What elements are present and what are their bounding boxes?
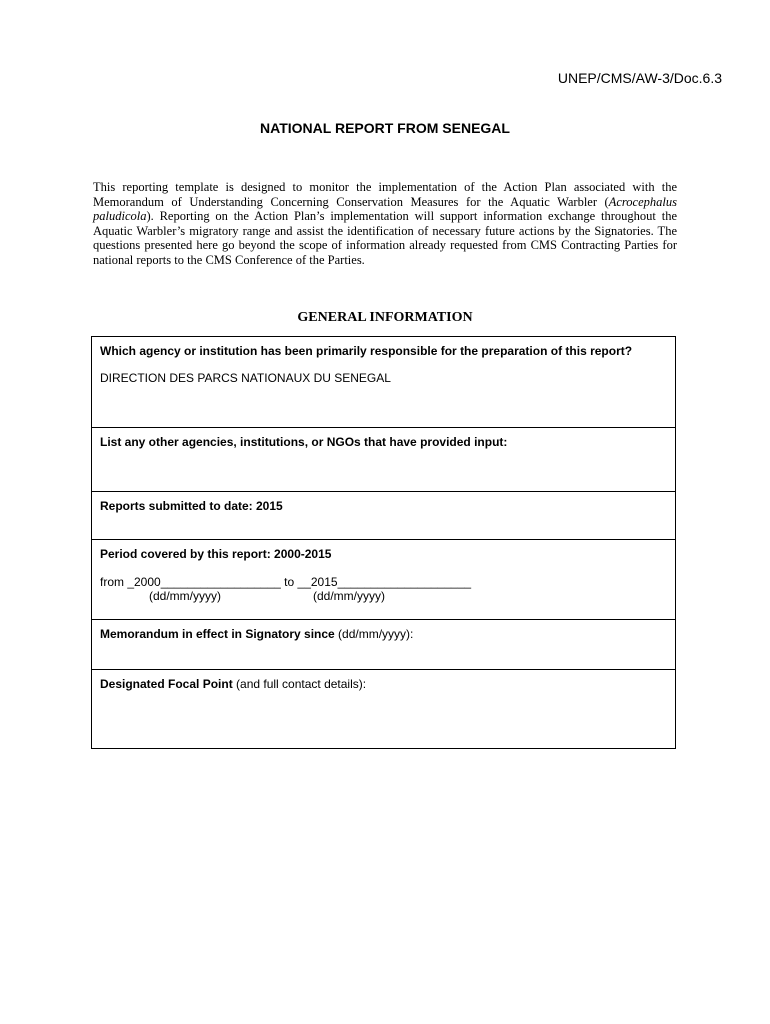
intro-paragraph [93, 180, 677, 267]
species-name: Acrocephalus paludicola [93, 194, 677, 223]
page-title: NATIONAL REPORT FROM SENEGAL [260, 120, 510, 136]
memorandum-format: (dd/mm/yyyy): [334, 627, 414, 641]
reports-submitted-label: Reports submitted to date: 2015 [100, 499, 283, 513]
section-heading: GENERAL INFORMATION [297, 310, 473, 325]
focal-point-label: Designated Focal Point [100, 677, 233, 691]
memorandum-row [92, 620, 675, 670]
other-agencies-row [92, 428, 675, 492]
period-date-formats [100, 589, 667, 603]
period-fields [100, 575, 667, 589]
document-reference: UNEP/CMS/AW-3/Doc.6.3 [557, 70, 722, 86]
intro-text-part1: This reporting template is designed to monitor the implementation of the Action Plan associated with the Memorandum of Understanding Concerning Conservation Measures for the Aquatic Warbler ( [93, 180, 677, 209]
focal-point-row [92, 670, 675, 748]
agency-row [92, 337, 675, 428]
period-from-field[interactable]: from _2000__________________ [100, 575, 281, 589]
agency-answer[interactable]: DIRECTION DES PARCS NATIONAUX DU SENEGAL [100, 371, 391, 385]
from-date-format: (dd/mm/yyyy) [149, 589, 221, 603]
focal-point-note: (and full contact details): [232, 677, 367, 691]
general-information-table [91, 336, 676, 749]
memorandum-question [100, 627, 667, 641]
to-date-format: (dd/mm/yyyy) [313, 589, 385, 603]
period-row [92, 540, 675, 620]
other-agencies-question: List any other agencies, institutions, or NGOs that have provided input: [100, 435, 508, 449]
intro-text-part2: ). Reporting on the Action Plan’s implementation will support information exchange throughout the Aquatic Warbler’s migratory range and assist the identification of necessary future actions by the Signatories. The questions presented here go beyond the scope of information already requested from CMS Contracting Parties for national reports to the CMS Conference of the Parties. [93, 209, 677, 267]
period-question: Period covered by this report: 2000-2015 [100, 547, 332, 561]
agency-question: Which agency or institution has been primarily responsible for the preparation of this report? [100, 344, 633, 358]
memorandum-label: Memorandum in effect in Signatory since [100, 627, 335, 641]
focal-point-question [100, 677, 667, 691]
reports-submitted-row [92, 492, 675, 540]
period-to-field[interactable]: to __2015____________________ [280, 575, 472, 589]
